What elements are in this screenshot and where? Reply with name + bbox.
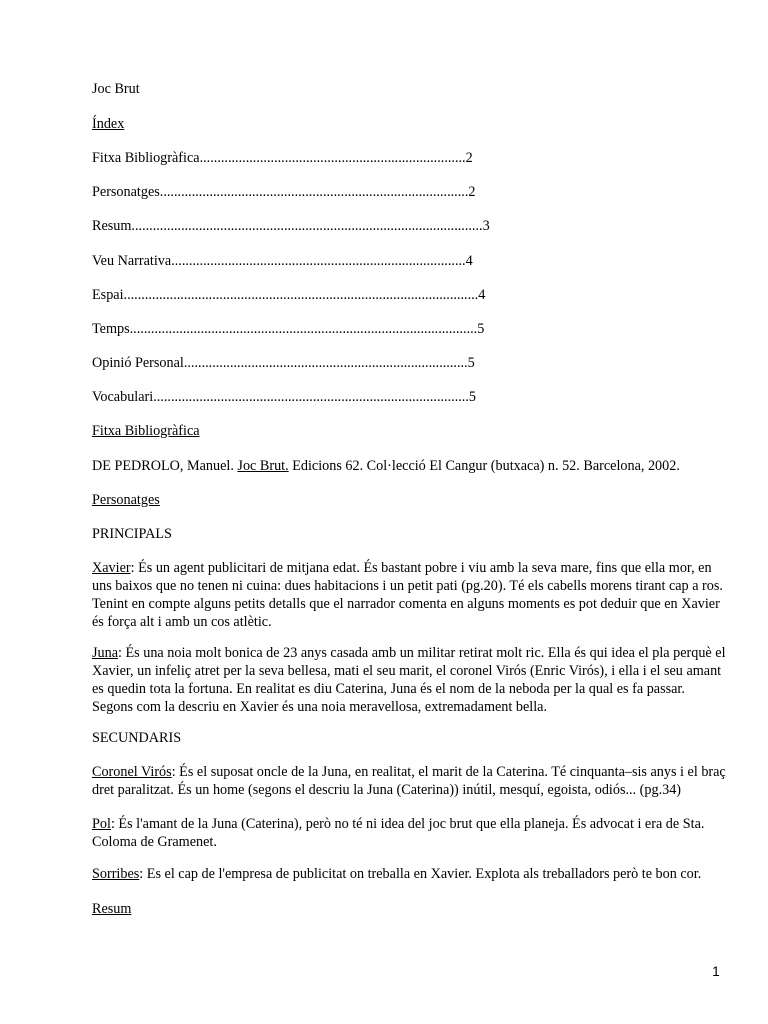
section-heading-resum: Resum [92, 901, 132, 917]
toc-page: 5 [477, 321, 485, 337]
toc-page: 2 [465, 150, 473, 166]
toc-entry: Personatges.......................................................................................2 [92, 184, 476, 200]
toc-entry: Temps..................................................................................................5 [92, 321, 485, 337]
toc-page: 4 [465, 253, 473, 269]
toc-page: 5 [467, 355, 475, 371]
bibliographic-entry: DE PEDROLO, Manuel. Joc Brut. Edicions 62. Col·lecció El Cangur (butxaca) n. 52. Barcelona, 2002. [92, 458, 680, 474]
character-juna: Juna: És una noia molt bonica de 23 anys casada amb un militar retirat molt ric. Ella és qui idea el pla perquè el Xavier, un infeliç atret per la seva bellesa, mati el seu marit, el coronel Virós (Enric Virós), i ella i el seu amant es quedin tota la fortuna. En realitat es diu Caterina, Juna és el nom de la neboda per la qual es fa passar. Segons com la descriu en Xavier és una noia meravellosa, extremadament bella. [92, 645, 726, 715]
toc-leader: ....................................................................................... [159, 184, 469, 200]
toc-page: 5 [468, 389, 476, 405]
toc-page: 4 [478, 287, 486, 303]
document-title: Joc Brut [92, 81, 140, 97]
toc-leader: ................................................................................... [171, 253, 466, 269]
section-heading-personatges: Personatges [92, 492, 160, 508]
page-number: 1 [712, 963, 720, 979]
subheading-principals: PRINCIPALS [92, 526, 172, 542]
toc-leader: ................................................................................................... [131, 218, 483, 234]
toc-entry: Resum...................................................................................................3 [92, 218, 490, 234]
character-name: Sorribes [92, 866, 140, 882]
character-pol: Pol: És l'amant de la Juna (Caterina), però no té ni idea del joc brut que ella planeja. És advocat i era de Sta. Coloma de Gramenet. [92, 816, 705, 850]
section-heading-fitxa: Fitxa Bibliogràfica [92, 423, 200, 439]
toc-leader: .................................................................................................. [129, 321, 478, 337]
toc-page: 2 [468, 184, 476, 200]
toc-leader: .................................................................................................... [123, 287, 479, 303]
toc-page: 3 [482, 218, 490, 234]
character-coronel-viros: Coronel Virós: És el suposat oncle de la Juna, en realitat, el marit de la Caterina. Té cinquanta–sis anys i el braç dret paralitzat. És un home (segons el descriu la Juna (Caterina)) inútil, mesquí, egoista, odiós... (pg.34) [92, 764, 726, 798]
character-sorribes: Sorribes: Es el cap de l'empresa de publicitat on treballa en Xavier. Explota als treballadors però te bon cor. [92, 866, 702, 882]
character-xavier: Xavier: És un agent publicitari de mitjana edat. És bastant pobre i viu amb la seva mare, fins que ella mor, en uns baixos que no tenen ni cuina: dues habitacions i un petit pati (pg.20). Té els cabells morens tirant cap a ros. Tenint en compte alguns petits detalls que el narrador comenta en alguns moments es pot deduir que en Xavier és força alt i amb un cos atlètic. [92, 560, 723, 630]
toc-entry: Espai....................................................................................................4 [92, 287, 486, 303]
character-name: Coronel Virós [92, 764, 172, 780]
toc-leader: ................................................................................ [183, 355, 468, 371]
character-name: Juna [92, 645, 119, 661]
toc-entry: Vocabulari.........................................................................................5 [92, 389, 476, 405]
toc-entry: Fitxa Bibliogràfica...........................................................................2 [92, 150, 473, 166]
toc-leader: ........................................................................... [199, 150, 466, 166]
book-title: Joc Brut. [237, 458, 289, 474]
character-name: Xavier [92, 560, 131, 576]
toc-entry: Opinió Personal................................................................................5 [92, 355, 475, 371]
character-name: Pol [92, 816, 111, 832]
toc-entry: Veu Narrativa...................................................................................4 [92, 253, 473, 269]
toc-leader: ......................................................................................... [153, 389, 469, 405]
index-heading: Índex [92, 116, 125, 132]
subheading-secundaris: SECUNDARIS [92, 730, 182, 746]
